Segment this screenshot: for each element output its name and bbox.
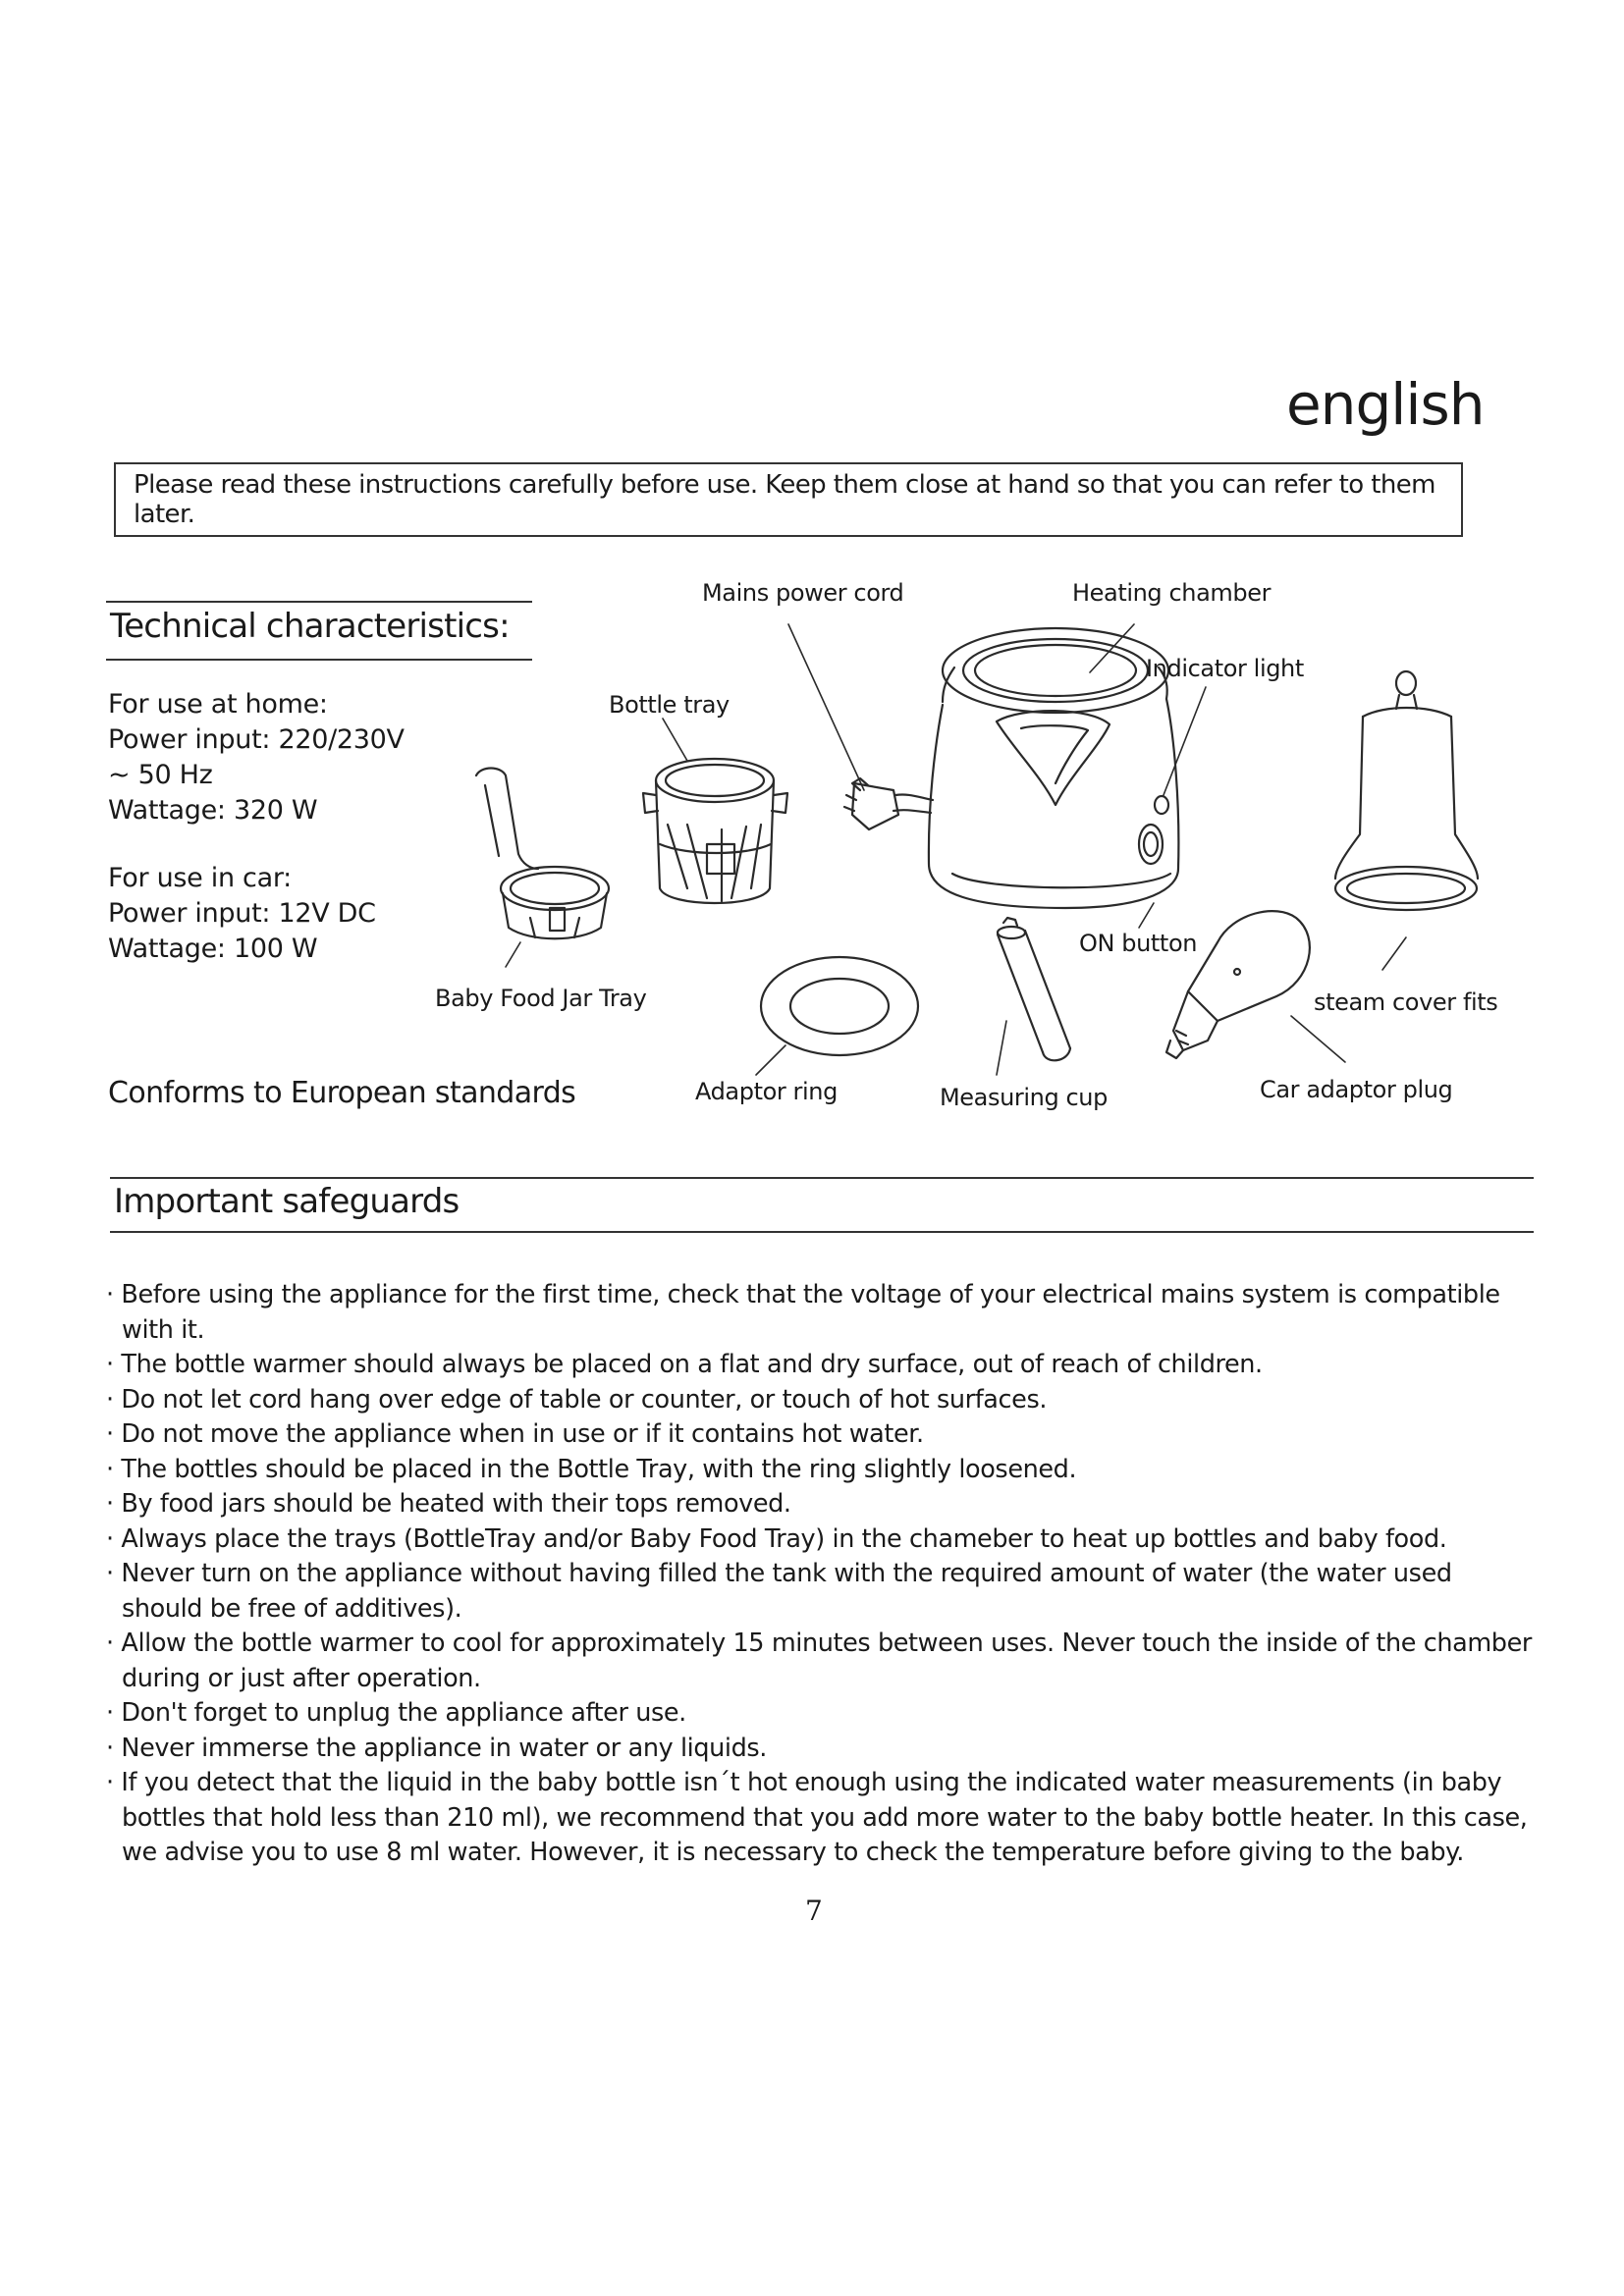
label-baby-food-jar-tray: Baby Food Jar Tray [435, 985, 647, 1012]
mains-plug-illustration [844, 778, 933, 829]
label-on-button: ON button [1079, 930, 1198, 957]
safeguard-item: · Before using the appliance for the first time, check that the voltage of your electrical mains system is compatible with it. [106, 1280, 1500, 1345]
safeguard-item: · If you detect that the liquid in the baby bottle isn´t hot enough using the indicated water measurements (in baby bottles that hold less than 210 ml), we recommend that you add more water to the baby bottle heater. In this case, we advise you to use 8 ml water. However, it is necessary to check the temperature before giving to the baby. [106, 1768, 1528, 1867]
safeguards-title: Important safeguards [114, 1182, 460, 1221]
measuring-cup-illustration [998, 918, 1070, 1060]
technical-title: Technical characteristics: [110, 607, 510, 646]
spec-line: Wattage: 100 W [108, 934, 318, 964]
notice-text: Please read these instructions carefully before use. Keep them close at hand so that you can refer to them later. [134, 470, 1435, 529]
safeguard-item: · Never turn on the appliance without having filled the tank with the required amount of water (the water used should be free of additives). [106, 1559, 1452, 1624]
bottle-tray-illustration [643, 759, 787, 903]
safeguard-item: · Allow the bottle warmer to cool for approximately 15 minutes between uses. Never touch the inside of the chamber during or just after operation. [106, 1629, 1532, 1693]
safeguard-item: · Do not move the appliance when in use or if it contains hot water. [106, 1419, 924, 1449]
label-measuring-cup: Measuring cup [940, 1084, 1108, 1111]
baby-food-jar-tray-illustration [476, 769, 609, 939]
label-mains-power-cord: Mains power cord [702, 579, 904, 607]
adaptor-ring-illustration [761, 957, 918, 1055]
spec-line: For use at home: [108, 689, 328, 720]
spec-line: ~ 50 Hz [108, 760, 213, 790]
bottle-warmer-unit-illustration [929, 628, 1178, 908]
label-indicator-light: Indicator light [1146, 655, 1304, 682]
safeguard-item: · Don't forget to unplug the appliance after use. [106, 1698, 686, 1728]
safeguard-item: · Do not let cord hang over edge of table or counter, or touch of hot surfaces. [106, 1384, 1048, 1415]
label-bottle-tray: Bottle tray [609, 691, 730, 719]
safeguard-item: · Never immerse the appliance in water or any liquids. [106, 1733, 767, 1763]
safeguard-item: · By food jars should be heated with their tops removed. [106, 1489, 791, 1519]
language-heading: english [1286, 371, 1485, 438]
divider [110, 1231, 1534, 1233]
conforms-standards: Conforms to European standards [108, 1076, 576, 1110]
label-heating-chamber: Heating chamber [1072, 579, 1272, 607]
spec-line: For use in car: [108, 863, 292, 893]
page-number: 7 [805, 1895, 823, 1927]
safeguard-item: · The bottle warmer should always be placed on a flat and dry surface, out of reach of children. [106, 1350, 1263, 1379]
spec-line: Power input: 12V DC [108, 898, 376, 929]
safeguard-item: · Always place the trays (BottleTray and/or Baby Food Tray) in the chameber to heat up bottles and baby food. [106, 1523, 1447, 1554]
spec-line: Power input: 220/230V [108, 724, 405, 755]
label-steam-cover: steam cover fits [1314, 988, 1498, 1016]
label-adaptor-ring: Adaptor ring [695, 1078, 838, 1105]
label-car-adaptor-plug: Car adaptor plug [1260, 1076, 1453, 1103]
safeguards-list [106, 1278, 1540, 1871]
safeguard-item: · The bottles should be placed in the Bottle Tray, with the ring slightly loosened. [106, 1454, 1077, 1484]
divider [110, 1177, 1534, 1179]
spec-line: Wattage: 320 W [108, 795, 318, 826]
steam-cover-illustration [1335, 671, 1478, 910]
